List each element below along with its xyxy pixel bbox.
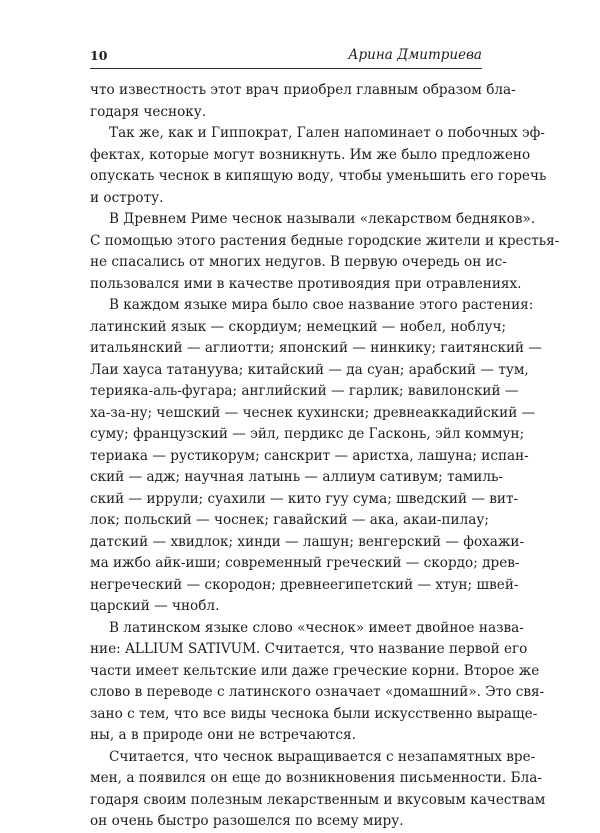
- text-line: слово в переводе с латинского означает «домашний». Это свя-: [90, 684, 545, 700]
- running-header: [90, 48, 482, 69]
- text-line: В каждом языке мира было свое название этого растения:: [109, 297, 534, 313]
- text-line: и остроту.: [90, 189, 164, 206]
- text-line: пользовался ими в качестве противоядия при отравлениях.: [90, 275, 522, 292]
- text-line: ский — иррули; суахили — кито гуу сума; шведский — вит-: [90, 490, 519, 507]
- text-line: датский — хвидлок; хинди — лашун; венгерский — фохажи-: [90, 533, 525, 550]
- text-line: ние: ALLIUM SATIVUM. Считается, что название первой его: [90, 641, 528, 657]
- paragraph: [90, 123, 547, 209]
- text-line: фектах, которые могут возникнуть. Им же было предложено: [90, 146, 531, 163]
- text-line: Считается, что чеснок выращивается с незапамятных вре-: [109, 748, 536, 765]
- text-line: Так же, как и Гиппократ, Гален напоминает о побочных эф-: [109, 125, 545, 141]
- text-line: годаря чесноку.: [90, 103, 207, 120]
- text-line: Лаи хауса татануува; китайский — да суан; арабский — тум,: [90, 361, 529, 378]
- paragraph: [90, 618, 545, 747]
- text-line: не спасались от многих недугов. В первую очередь он ис-: [90, 254, 507, 270]
- paragraph: [90, 295, 542, 618]
- text-line: царский — чнобл.: [90, 598, 220, 614]
- text-line: годаря своим полезным лекарственным и вкусовым качествам: [90, 791, 546, 808]
- text-line: ха-за-ну; чешский — чеснек кухински; древнеаккадийский —: [90, 404, 536, 421]
- text-line: мен, а появился он еще до возникновения письменности. Бла-: [90, 770, 542, 786]
- text-line: В Древнем Риме чеснок называли «лекарством бедняков».: [109, 211, 536, 227]
- text-line: ма ижбо айк-иши; современный греческий — скордо; древ-: [90, 555, 520, 571]
- text-line: В латинском языке слово «чеснок» имеет двойное назва-: [109, 619, 524, 636]
- paragraph: [90, 209, 560, 295]
- text-line: терияка-аль-фугара; английский — гарлик; вавилонский —: [90, 383, 519, 399]
- paragraph: [90, 80, 516, 123]
- text-line: С помощью этого растения бедные городские жители и крестья-: [90, 232, 560, 249]
- text-line: части имеет кельтские или даже греческие корни. Второе же: [90, 662, 540, 679]
- page-number: 10: [90, 48, 108, 63]
- text-line: что известность этот врач приобрел главным образом бла-: [90, 82, 516, 98]
- body-text: [90, 80, 560, 833]
- text-line: суму; французский — эйл, пердикс де Гасконь, эйл коммун;: [90, 426, 525, 442]
- text-line: он очень быстро разошелся по всему миру.: [90, 813, 404, 829]
- paragraph: [90, 747, 546, 833]
- text-line: итальянский — аглиотти; японский — нинкику; гаитянский —: [90, 340, 542, 356]
- text-line: лок; польский — чоснек; гавайский — ака, акаи-пилау;: [90, 512, 489, 528]
- text-line: териака — рустикорум; санскрит — аристха, лашуна; испан-: [90, 447, 529, 464]
- text-line: опускать чеснок в кипящую воду, чтобы уменьшить его горечь: [90, 168, 547, 184]
- text-line: негреческий — скородон; древнеегипетский — хтун; швей-: [90, 576, 519, 593]
- text-line: ны, а в природе они не встречаются.: [90, 727, 356, 743]
- text-line: зано с тем, что все виды чеснока были искусственно выраще-: [90, 705, 538, 722]
- text-line: ский — адж; научная латынь — аллиум сативум; тамиль-: [90, 469, 503, 485]
- running-title: Арина Дмитриева: [348, 47, 482, 63]
- text-line: латинский язык — скордиум; немецкий — нобел, ноблуч;: [90, 318, 507, 335]
